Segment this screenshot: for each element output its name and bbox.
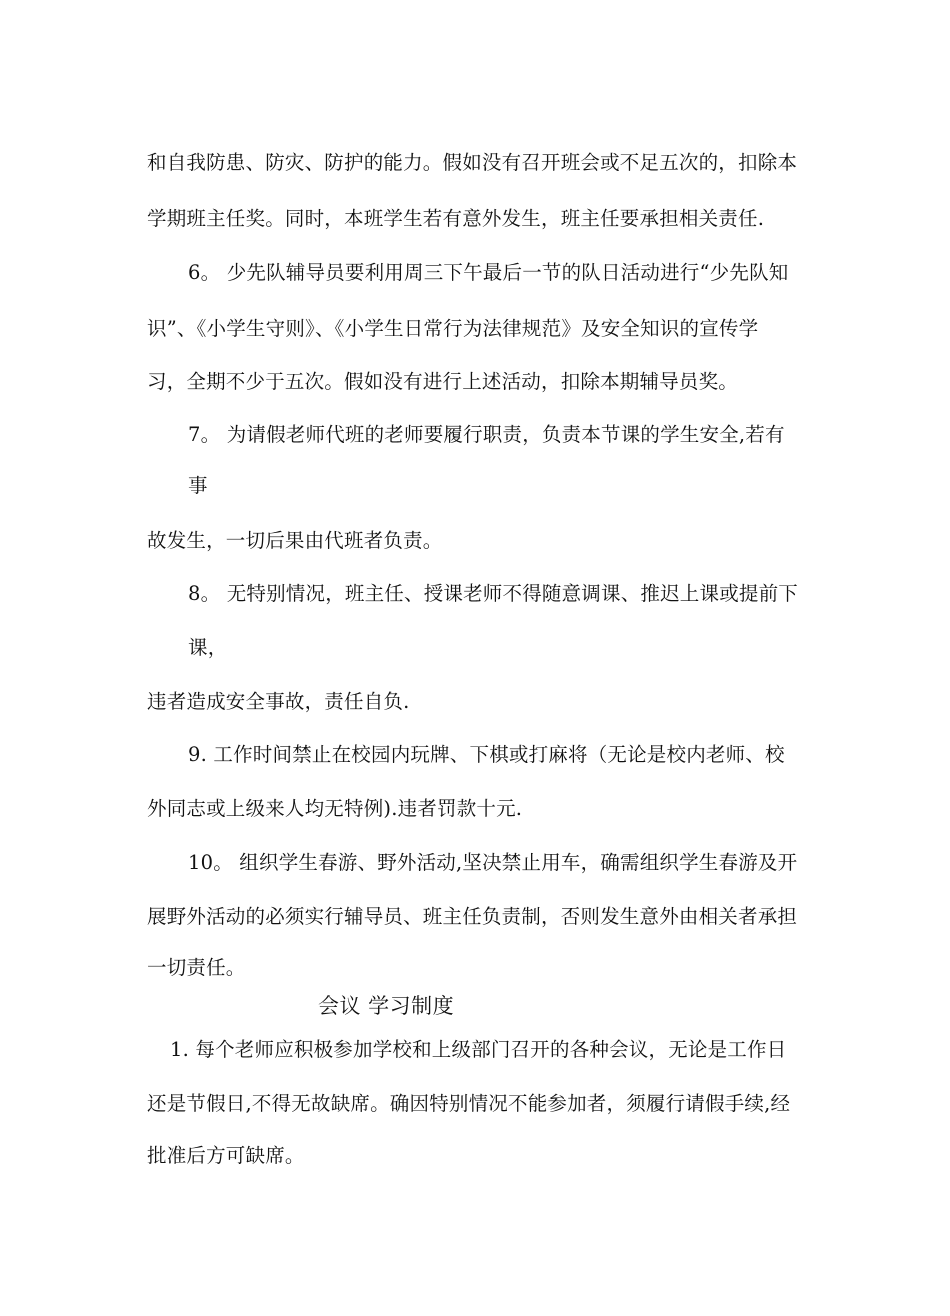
paragraph-line: 外同志或上级来人均无特例).违者罚款十元. — [147, 797, 523, 820]
paragraph-line: 6。 少先队辅导员要利用周三下午最后一节的队日活动进行“少先队知 — [188, 261, 789, 284]
paragraph-line: 和自我防患、防灾、防护的能力。假如没有召开班会或不足五次的，扣除本 — [147, 151, 798, 174]
paragraph-line: 8。 无特别情况，班主任、授课老师不得随意调课、推迟上课或提前下 — [188, 582, 799, 605]
paragraph-line: 一切责任。 — [147, 956, 246, 979]
paragraph-line: 9. 工作时间禁止在校园内玩牌、下棋或打麻将（无论是校内老师、校 — [188, 743, 785, 766]
section-title: 会议 学习制度 — [318, 994, 455, 1018]
paragraph-line: 1. 每个老师应积极参加学校和上级部门召开的各种会议，无论是工作日 — [170, 1038, 787, 1061]
paragraph-line: 还是节假日,不得无故缺席。确因特别情况不能参加者，须履行请假手续,经 — [147, 1092, 791, 1115]
paragraph-line: 学期班主任奖。同时，本班学生若有意外发生，班主任要承担相关责任. — [147, 207, 765, 230]
paragraph-line: 7。 为请假老师代班的老师要履行职责，负责本节课的学生安全,若有 — [188, 423, 785, 446]
paragraph-line: 10。 组织学生春游、野外活动,坚决禁止用车，确需组织学生春游及开 — [188, 851, 798, 874]
paragraph-line: 识”、《小学生守则》、《小学生日常行为法律规范》及安全知识的宣传学 — [147, 317, 759, 340]
paragraph-line: 违者造成安全事故，责任自负. — [147, 690, 410, 713]
paragraph-line: 习，全期不少于五次。假如没有进行上述活动，扣除本期辅导员奖。 — [147, 370, 739, 393]
paragraph-line: 故发生，一切后果由代班者负责。 — [147, 529, 443, 552]
paragraph-line: 事 — [188, 474, 208, 497]
paragraph-line: 展野外活动的必须实行辅导员、班主任负责制，否则发生意外由相关者承担 — [147, 905, 798, 928]
paragraph-line: 课， — [188, 636, 228, 659]
paragraph-line: 批准后方可缺席。 — [147, 1144, 305, 1167]
